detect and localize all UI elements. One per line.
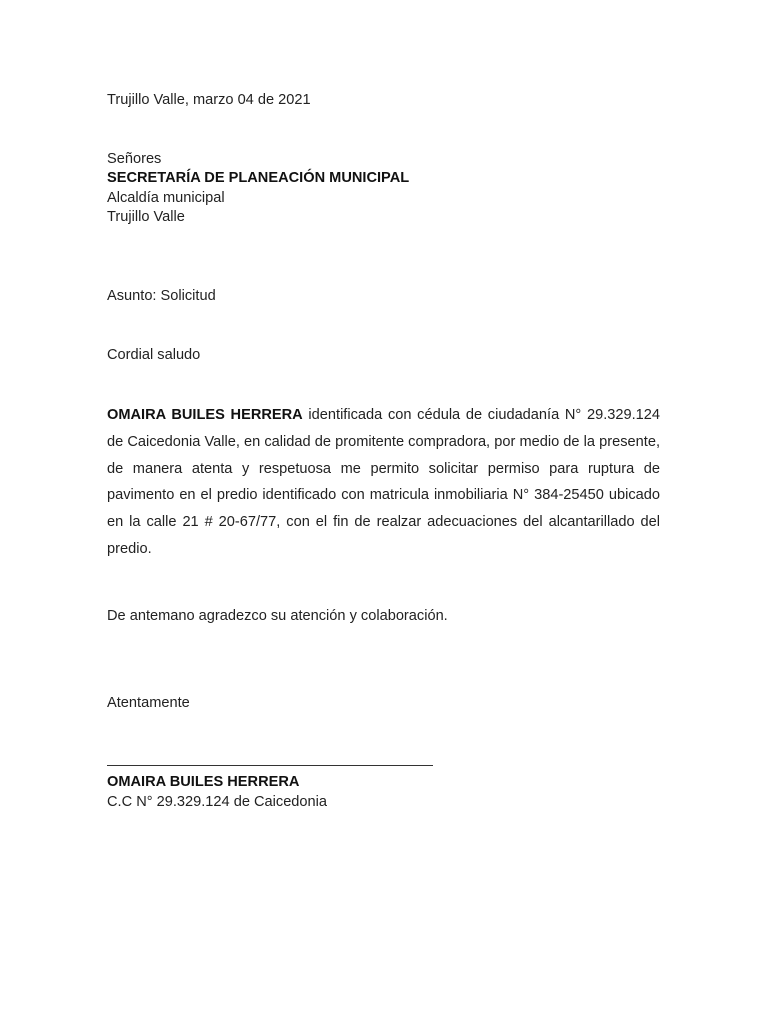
thanks-line: De antemano agradezco su atención y colaboración. (107, 608, 448, 624)
place-date: Trujillo Valle, marzo 04 de 2021 (107, 92, 311, 108)
body-name: OMAIRA BUILES HERRERA (107, 407, 303, 423)
signature-line (107, 765, 433, 766)
body-text: identificada con cédula de ciudadanía N° 29.329.124 de Caicedonia Valle, en calidad de promitente compradora, por medio de la presente, de manera atenta y respetuosa me permito solicitar permiso para ruptura de pavimento en el predio identificado con matricula inmobiliaria N° 384-25450 ubicado en la calle 21 # 20-67/77, con el fin de realzar adecuaciones del alcantarillado del predio. (107, 407, 661, 557)
recipient-entity: Alcaldía municipal (107, 190, 225, 206)
subject-line: Asunto: Solicitud (107, 288, 216, 304)
signature-id: C.C N° 29.329.124 de Caicedonia (107, 794, 328, 810)
recipient-city: Trujillo Valle (107, 209, 185, 225)
greeting: Cordial saludo (107, 347, 201, 363)
body-paragraph (107, 402, 660, 563)
signature-name: OMAIRA BUILES HERRERA (107, 774, 300, 790)
recipient-office: SECRETARÍA DE PLANEACIÓN MUNICIPAL (107, 170, 410, 186)
closing: Atentamente (107, 695, 190, 711)
recipient-salutation: Señores (107, 151, 162, 167)
